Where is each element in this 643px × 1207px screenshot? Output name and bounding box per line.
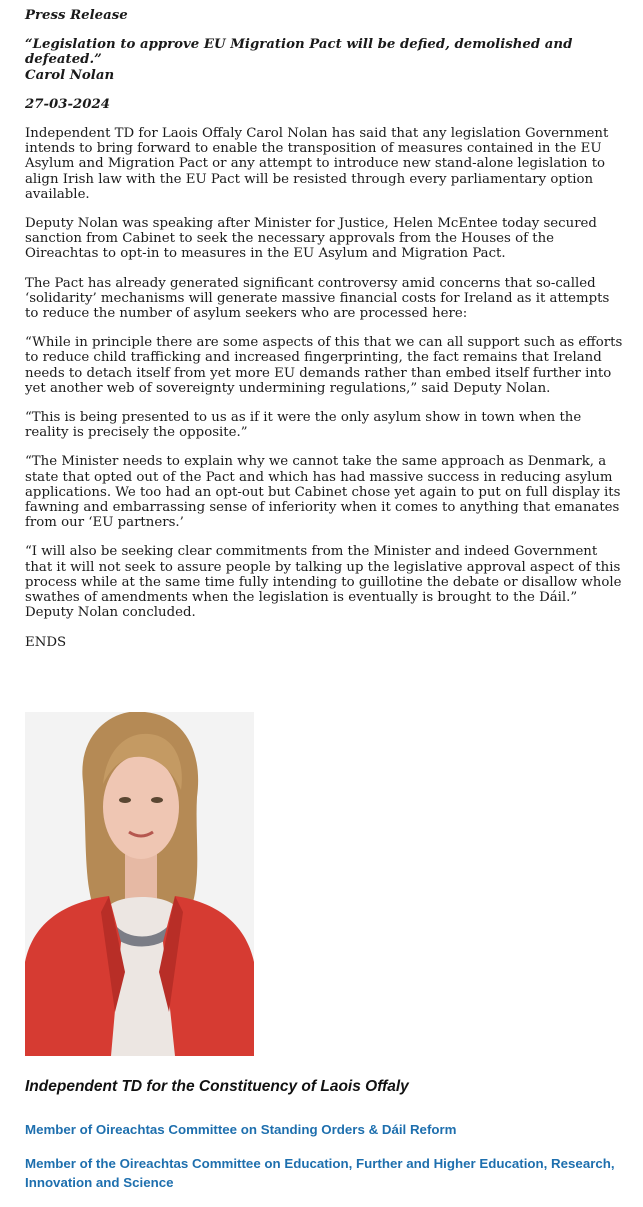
- paragraph-3: The Pact has already generated significant controversy amid concerns that so-called ‘solidarity’ mechanisms will generate massive financial costs for Ireland as it attempts to reduce the number of asylum seekers who are processed here:: [25, 275, 610, 322]
- release-date: 27-03-2024: [25, 96, 111, 112]
- committee-membership-2: Member of the Oireachtas Committee on Education, Further and Higher Education, Research, Innovation and Science: [25, 1156, 615, 1190]
- paragraph-6: “The Minister needs to explain why we cannot take the same approach as Denmark, a state that opted out of the Pact and which has had massive success in reducing asylum applications. We too had an opt-out but Cabinet chose yet again to put on full display its fawning and embarrassing sense of inferiority when it comes to anything that emanates from our ‘EU partners.’: [25, 454, 621, 531]
- td-title: Independent TD for the Constituency of Laois Offaly: [25, 1078, 409, 1095]
- paragraph-4: “While in principle there are some aspects of this that we can all support such as efforts to reduce child trafficking and increased fingerprinting, the fact remains that Ireland needs to detach itself from yet more EU demands rather than embed itself further into yet another web of sovereignty undermining regulations,” said Deputy Nolan.: [25, 335, 623, 396]
- paragraph-1: Independent TD for Laois Offaly Carol Nolan has said that any legislation Government intends to bring forward to enable the transposition of measures contained in the EU Asylum and Migration Pact or any attempt to introduce new stand-alone legislation to align Irish law with the EU Pact will be resisted through every parliamentary option available.: [25, 126, 609, 202]
- portrait-illustration: [25, 712, 254, 1056]
- committee-membership-1: Member of Oireachtas Committee on Standing Orders & Dáil Reform: [25, 1122, 457, 1137]
- paragraph-7: “I will also be seeking clear commitments from the Minister and indeed Government that it will not seek to assure people by talking up the legislative approval aspect of this process while at the same time fully intending to guillotine the debate or disallow whole swathes of amendments when the legislation is eventually is brought to the Dáil.” Deputy Nolan concluded.: [25, 544, 622, 621]
- press-release-label: Press Release: [25, 8, 128, 23]
- headline-quote: “Legislation to approve EU Migration Pact will be defied, demolished and defeated.”: [25, 37, 573, 68]
- headline-author: Carol Nolan: [25, 67, 115, 83]
- paragraph-5: “This is being presented to us as if it were the only asylum show in town when the reality is precisely the opposite.”: [25, 410, 582, 441]
- portrait-photo: [25, 712, 254, 1056]
- press-release-body: [25, 8, 625, 650]
- paragraph-2: Deputy Nolan was speaking after Minister for Justice, Helen McEntee today secured sanction from Cabinet to seek the necessary approvals from the Houses of the Oireachtas to opt-in to measures in the EU Asylum and Migration Pact.: [25, 216, 597, 262]
- signature-block: [25, 1078, 625, 1207]
- headline: [25, 37, 625, 83]
- ends-marker: ENDS: [25, 634, 67, 650]
